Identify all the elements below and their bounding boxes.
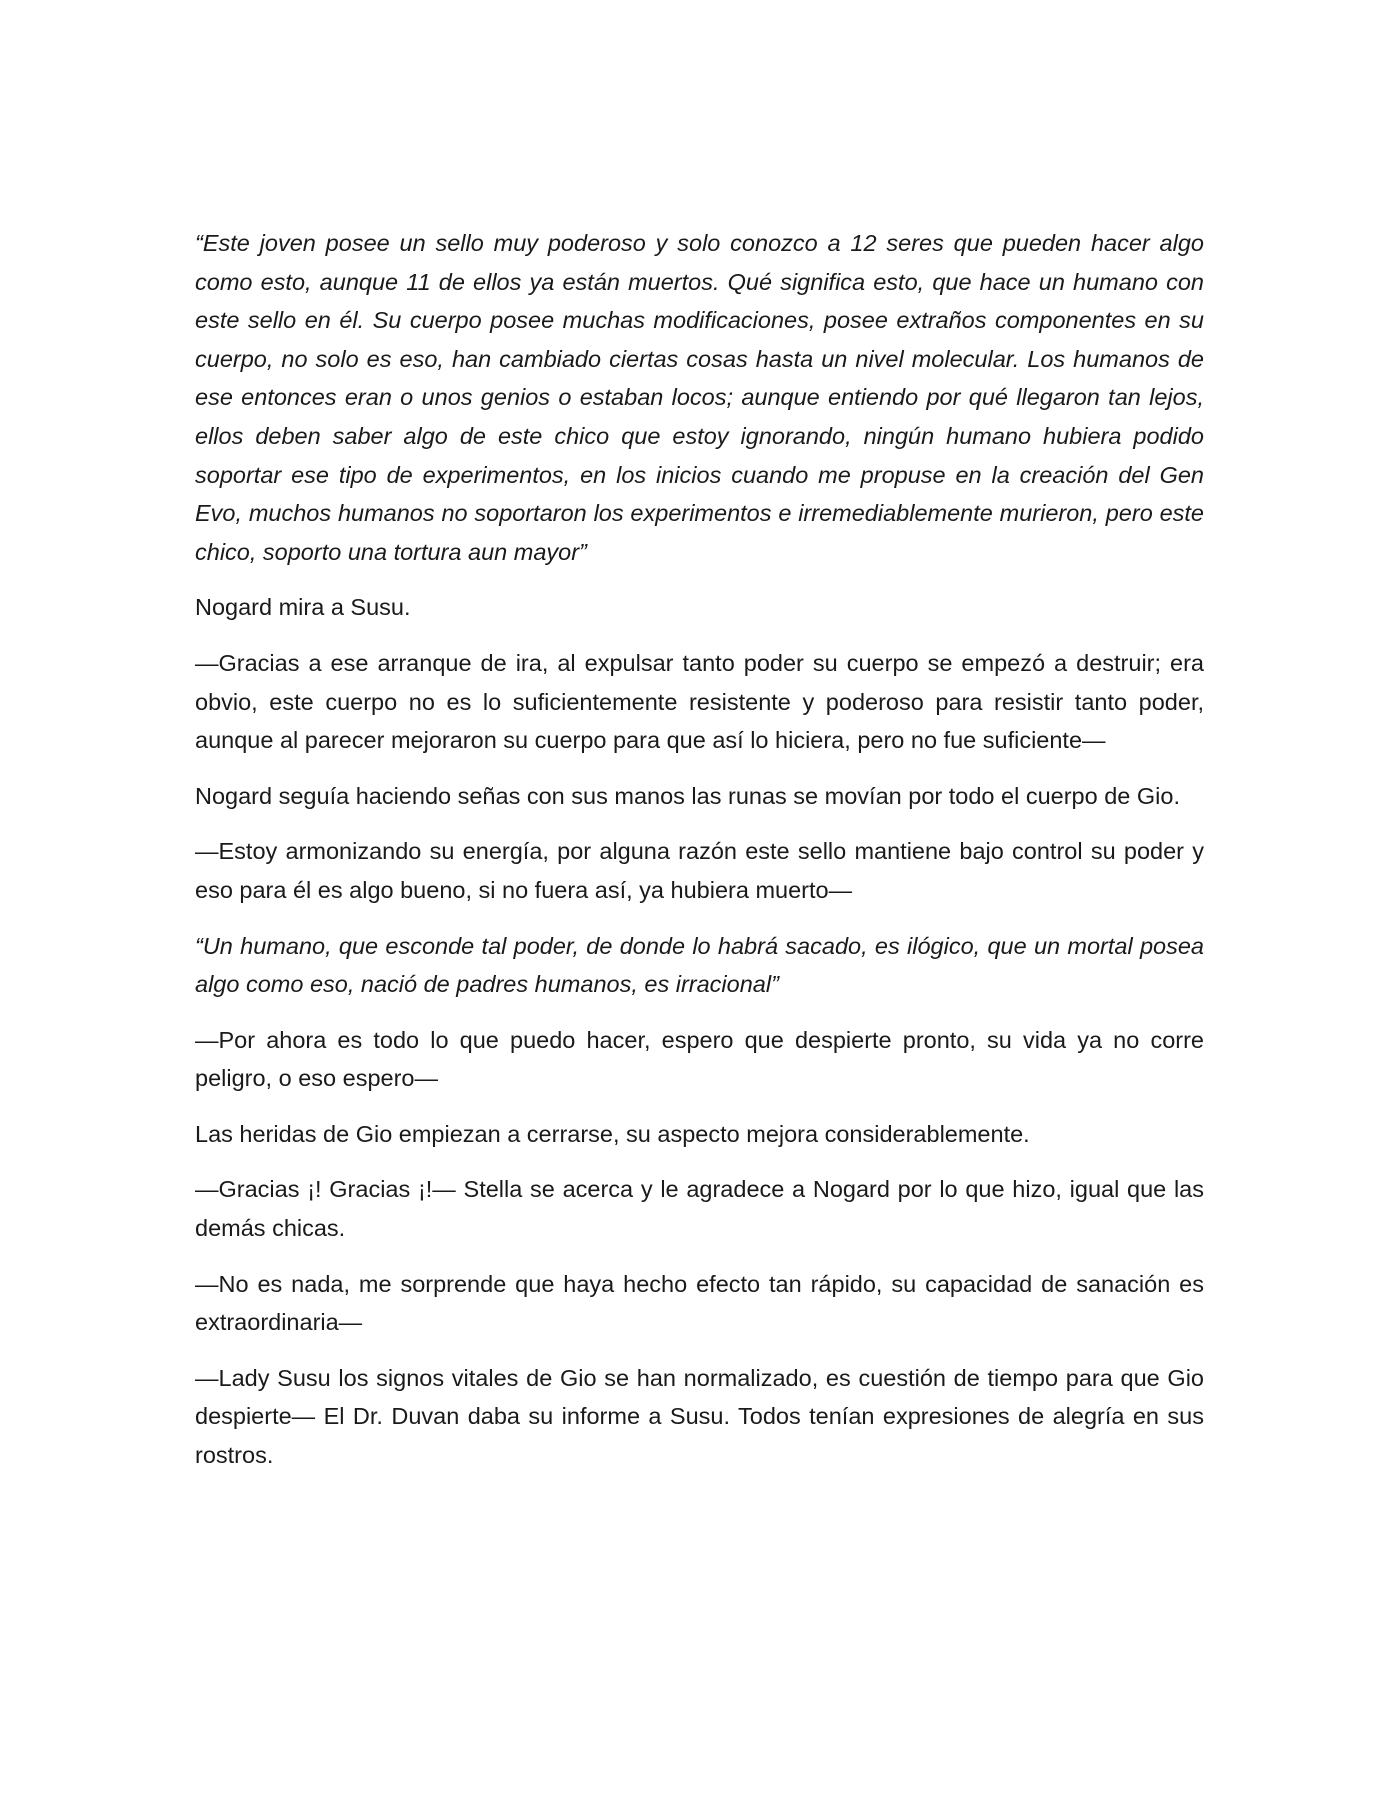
paragraph-dialogue: —Lady Susu los signos vitales de Gio se han normalizado, es cuestión de tiempo para que Gio despierte— El Dr. Duvan daba su informe a Susu. Todos tenían expresiones de alegría en sus rostros. [195, 1364, 1204, 1469]
paragraph-inner-thought: “Un humano, que esconde tal poder, de donde lo habrá sacado, es ilógico, que un mortal posea algo como eso, nació de padres humanos, es irracional” [195, 932, 1204, 998]
paragraph-dialogue: —Estoy armonizando su energía, por alguna razón este sello mantiene bajo control su poder y eso para él es algo bueno, si no fuera así, ya hubiera muerto— [195, 838, 1204, 903]
paragraph-dialogue: —No es nada, me sorprende que haya hecho efecto tan rápido, su capacidad de sanación es extraordinaria— [195, 1270, 1204, 1336]
document-body [195, 224, 1204, 1492]
paragraph-inner-thought: “Este joven posee un sello muy poderoso y solo conozco a 12 seres que pueden hacer algo como esto, aunque 11 de ellos ya están muertos. Qué significa esto, que hace un humano con este sello en él. Su cuerpo posee muchas modificaciones, posee extraños componentes en su cuerpo, no solo es eso, han cambiado ciertas cosas hasta un nivel molecular. Los humanos de ese entonces eran o unos genios o estaban locos; aunque entiendo por qué llegaron tan lejos, ellos deben saber algo de este chico que estoy ignorando, ningún humano hubiera podido soportar ese tipo de experimentos, en los inicios cuando me propuse en la creación del Gen Evo, muchos humanos no soportaron los experimentos e irremediablemente murieron, pero este chico, soporto una tortura aun mayor” [195, 230, 1204, 565]
paragraph-dialogue: —Gracias ¡! Gracias ¡!— Stella se acerca y le agradece a Nogard por lo que hizo, igual que las demás chicas. [195, 1176, 1204, 1242]
paragraph-narration: Nogard mira a Susu. [195, 594, 411, 621]
paragraph-narration: Nogard seguía haciendo señas con sus manos las runas se movían por todo el cuerpo de Gio. [195, 782, 1180, 809]
paragraph-dialogue: —Gracias a ese arranque de ira, al expulsar tanto poder su cuerpo se empezó a destruir; era obvio, este cuerpo no es lo suficientemente resistente y poderoso para resistir tanto poder, aunque al parecer mejoraron su cuerpo para que así lo hiciera, pero no fue suficiente— [195, 649, 1204, 754]
paragraph-narration: Las heridas de Gio empiezan a cerrarse, su aspecto mejora considerablemente. [195, 1120, 1030, 1147]
paragraph-dialogue: —Por ahora es todo lo que puedo hacer, espero que despierte pronto, su vida ya no corre peligro, o eso espero— [195, 1026, 1204, 1092]
